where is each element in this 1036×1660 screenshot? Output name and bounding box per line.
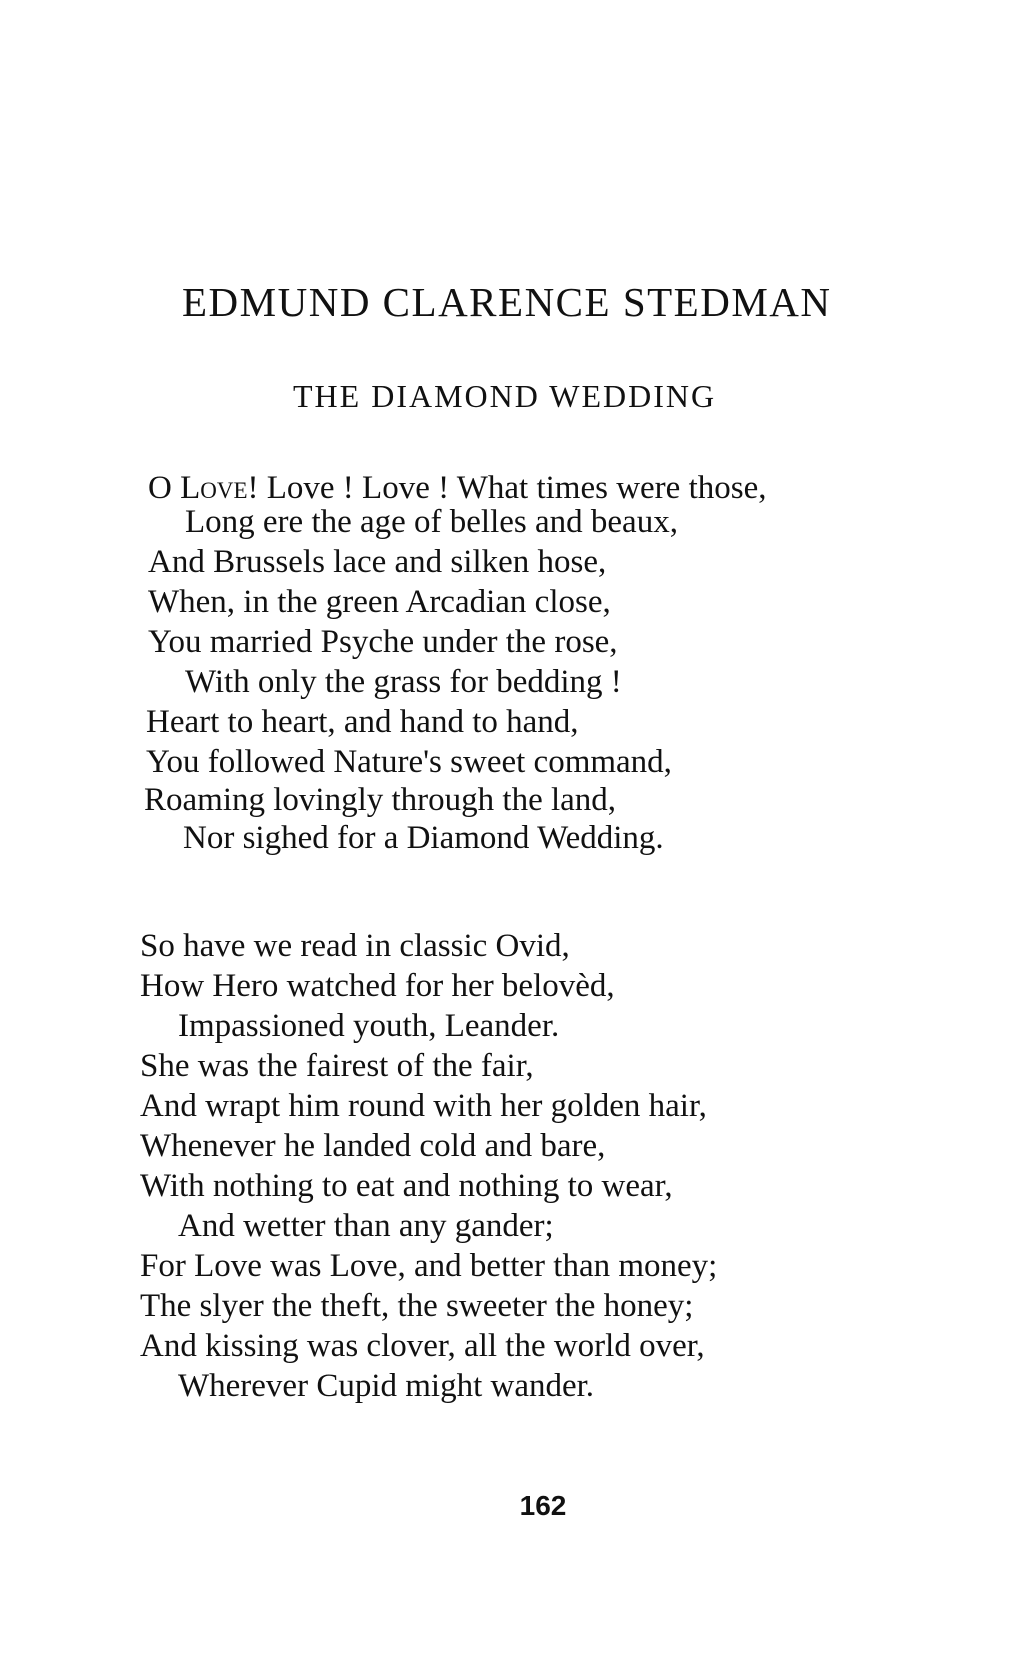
poem-line: When, in the green Arcadian close,: [148, 584, 611, 620]
poem-line: You followed Nature's sweet command,: [146, 744, 672, 780]
poem-line: And wetter than any gander;: [178, 1208, 554, 1244]
author-heading: EDMUND CLARENCE STEDMAN: [182, 279, 832, 325]
poem-line: So have we read in classic Ovid,: [140, 928, 570, 964]
poem-line: Impassioned youth, Leander.: [178, 1008, 560, 1044]
poem-line: And Brussels lace and silken hose,: [148, 544, 607, 580]
poem-line: Nor sighed for a Diamond Wedding.: [183, 820, 664, 856]
poem-line: The slyer the theft, the sweeter the honey;: [140, 1288, 694, 1324]
poem-title: THE DIAMOND WEDDING: [293, 378, 717, 414]
poem-line: Heart to heart, and hand to hand,: [146, 704, 579, 740]
poem-line: She was the fairest of the fair,: [140, 1048, 534, 1084]
poem-line: Whenever he landed cold and bare,: [140, 1128, 606, 1164]
opening-line-rest: ! Love ! Love ! What times were those,: [247, 470, 767, 506]
poem-line: And wrapt him round with her golden hair,: [140, 1088, 707, 1124]
poem-line: With nothing to eat and nothing to wear,: [140, 1168, 673, 1204]
poem-line: Long ere the age of belles and beaux,: [185, 504, 678, 540]
page-number: 162: [519, 1490, 567, 1521]
poem-line: With only the grass for bedding !: [185, 664, 622, 700]
opening-words: O Love: [148, 470, 248, 506]
poem-line: For Love was Love, and better than money;: [140, 1248, 718, 1284]
poem-line: You married Psyche under the rose,: [148, 624, 618, 660]
poem-line: And kissing was clover, all the world over,: [140, 1328, 705, 1364]
poem-line: Wherever Cupid might wander.: [178, 1368, 595, 1404]
poem-line: How Hero watched for her belovèd,: [140, 968, 615, 1004]
poem-line: Roaming lovingly through the land,: [144, 782, 617, 818]
